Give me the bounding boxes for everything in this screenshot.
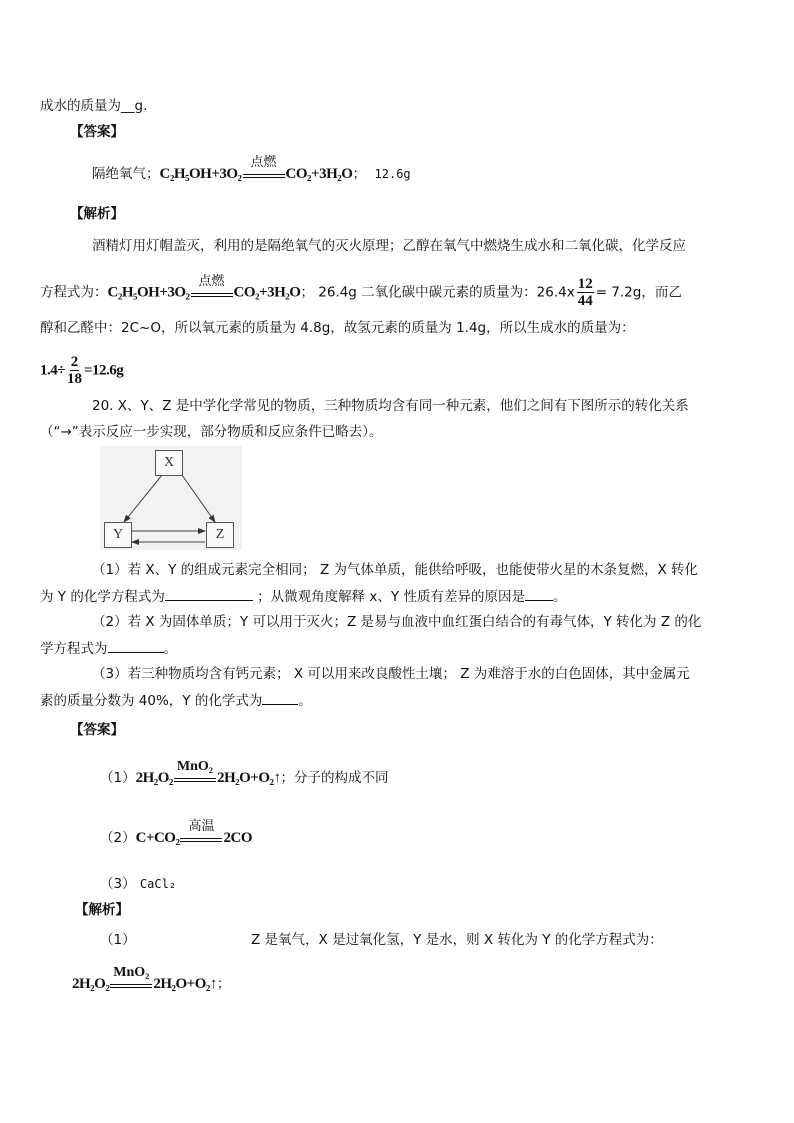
text: ； 26.4g 二氧化碳中碳元素的质量为：26.4x [300, 284, 575, 301]
fraction [67, 354, 82, 387]
text: =12.6g [83, 362, 124, 379]
answer-heading: 【答案】 [70, 124, 124, 140]
fraction [577, 276, 594, 309]
text: ； [216, 976, 231, 992]
equation-lhs: 2H₂O₂ [72, 976, 110, 992]
text: 。 [163, 641, 177, 657]
part-1-line-2 [40, 586, 566, 607]
node-z: Z [206, 522, 234, 548]
part-3-line-2 [40, 690, 312, 711]
text: 为 Y 的化学方程式为 [40, 589, 165, 605]
reaction-condition: 高温 [188, 819, 215, 834]
text: 。 [298, 693, 312, 709]
text: 素的质量分数为 40%，Y 的化学式为 [40, 693, 263, 709]
answer-prefix: 隔绝氧气； [92, 166, 160, 182]
equation-rhs: 2H₂O+O₂↑ [216, 770, 281, 786]
analysis-line-1: 酒精灯用灯帽盖灭，利用的是隔绝氧气的灭火原理；乙醇在氧气中燃烧生成水和二氧化碳，化学反应 [92, 238, 686, 254]
analysis-heading-20: 【解析】 [75, 902, 129, 918]
node-x: X [155, 450, 183, 476]
part-2-line-2 [40, 638, 177, 659]
label: （2） [100, 830, 136, 846]
answer-3 [100, 874, 176, 894]
reaction-arrow [180, 819, 222, 848]
text: ；分子的构成不同 [280, 770, 389, 786]
catalyst: MnO₂ [113, 965, 150, 980]
analysis-1-label: （1） [100, 932, 136, 948]
reaction-condition: 点燃 [198, 273, 225, 289]
analysis-1-text: Z 是氧气，X 是过氧化氢，Y 是水，则 X 转化为 Y 的化学方程式为： [251, 932, 663, 948]
previous-question-tail: 成水的质量为__g. [40, 98, 148, 114]
reaction-arrow [174, 759, 216, 788]
answer-heading-20: 【答案】 [70, 722, 124, 738]
text: 。 [552, 589, 567, 605]
text: = 7.2g，而乙 [595, 284, 682, 301]
reaction-arrow [191, 273, 233, 303]
node-y: Y [104, 522, 132, 548]
question-20-stem: 20. X、Y、Z 是中学化学常见的物质，三种物质均含有同一种元素，他们之间有下图所示的转化关系 [92, 398, 689, 414]
answer-blank [165, 586, 253, 601]
answer-blank [108, 638, 164, 653]
numerator: 2 [70, 354, 79, 370]
answer-blank [525, 586, 553, 601]
equation-rhs: CO₂+3H₂O [285, 166, 353, 182]
equation-lhs: C+CO₂ [135, 830, 180, 846]
text: 方程式为： [40, 284, 108, 301]
analysis-line-4 [40, 354, 123, 387]
part-3-line-1: （3）若三种物质均含有钙元素； X 可以用来改良酸性土壤； Z 为难溶于水的白色固体，其中金属元 [92, 666, 690, 682]
reaction-condition: 点燃 [250, 155, 277, 170]
answer-2 [100, 819, 252, 848]
conversion-diagram [100, 446, 242, 550]
reaction-arrow [243, 155, 285, 184]
text: ；从微观角度解释 x、Y 性质有差异的原因是 [252, 589, 525, 605]
equation-lhs: C₂H₅OH+3O₂ [159, 166, 242, 182]
reaction-arrow [110, 965, 152, 994]
label: （1） [100, 770, 136, 786]
part-2-line-1: （2）若 X 为固体单质；Y 可以用于灭火；Z 是易与血液中血红蛋白结合的有毒气体，Y 转化为 Z 的化 [92, 614, 702, 630]
catalyst: MnO₂ [176, 759, 213, 774]
answer-line [92, 155, 411, 184]
question-20-stem-2: （“→”表示反应一步实现，部分物质和反应条件已略去）。 [40, 424, 383, 440]
answer-value: CaCl₂ [139, 877, 177, 891]
answer-1 [100, 759, 389, 788]
equation-lhs: C₂H₅OH+3O₂ [107, 284, 190, 301]
numerator: 12 [577, 276, 593, 292]
denominator: 44 [577, 293, 593, 309]
answer-value: 12.6g [374, 167, 411, 181]
analysis-1-equation [72, 965, 231, 994]
label: （3） [100, 876, 136, 892]
equation-rhs: 2H₂O+O₂↑ [153, 976, 217, 992]
analysis-line-2 [40, 273, 682, 309]
part-1-line-1: （1）若 X、Y 的组成元素完全相同； Z 为气体单质，能供给呼吸，也能使带火星的木条复燃，X 转化 [92, 562, 699, 578]
denominator: 18 [66, 371, 82, 387]
analysis-heading: 【解析】 [70, 206, 124, 222]
equation-lhs: 2H₂O₂ [135, 770, 173, 786]
text: 1.4÷ [40, 362, 65, 379]
text: 学方程式为 [40, 641, 108, 657]
equation-rhs: 2CO [223, 830, 252, 846]
answer-blank [262, 690, 298, 705]
equation-rhs: CO₂+3H₂O [233, 284, 301, 301]
separator: ； [352, 166, 366, 182]
analysis-line-3: 醇和乙醛中：2C~O，所以氧元素的质量为 4.8g，故氢元素的质量为 1.4g，所以生成水的质量为： [40, 320, 635, 336]
